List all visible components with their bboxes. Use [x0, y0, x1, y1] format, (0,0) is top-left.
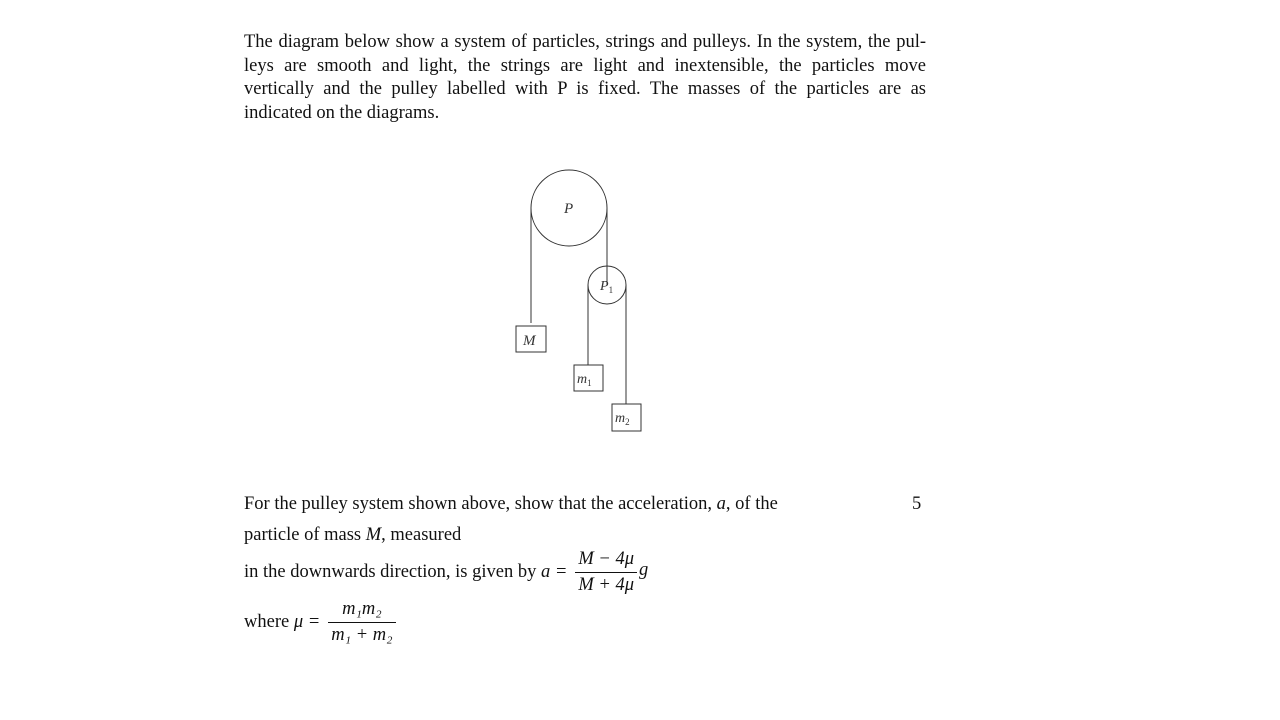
pulley-diagram — [500, 160, 660, 440]
question-line-4: where μ = $\frac{\text{m₁m₂}}{\text{m₁ + m₂}}$ — [244, 598, 398, 647]
var-a: a — [716, 494, 726, 514]
label-m2: $m_2$ — [615, 411, 630, 427]
question-line-3: in the downwards direction, is given by a = $\frac{M - 4\mu}{M + 4\mu}$ g — [244, 549, 649, 595]
accel-lhs: a = — [540, 562, 568, 582]
question-line-1: For the pulley system shown above, show that the acceleration, a, of the — [244, 494, 778, 514]
mu-fraction — [328, 598, 395, 647]
label-m1: $m_1$ — [577, 372, 592, 388]
var-m: M — [365, 525, 382, 545]
marks-value: 5 — [912, 494, 922, 514]
label-p1: $P_1$ — [600, 279, 614, 295]
mu-lhs: μ = — [293, 612, 321, 632]
mu-denominator: m₁ + m₂ — [328, 622, 395, 647]
label-p: P — [564, 201, 574, 217]
label-m: M — [523, 333, 536, 349]
var-g: g — [639, 560, 649, 580]
mu-numerator: m₁m₂ — [342, 599, 382, 619]
intro-paragraph: The diagram below show a system of particles, strings and pulleys. In the system, the pul-leys are smooth and light, the strings are light and inextensible, the particles move vertically and the pulley labelled with P is fixed. The masses of the particles are as indicated on the diagrams. — [244, 32, 926, 123]
accel-numerator: M − 4μ — [578, 549, 635, 569]
question-line-2: particle of mass M, measured — [244, 525, 462, 545]
accel-fraction — [575, 548, 637, 597]
accel-denominator: M + 4μ — [575, 572, 637, 597]
